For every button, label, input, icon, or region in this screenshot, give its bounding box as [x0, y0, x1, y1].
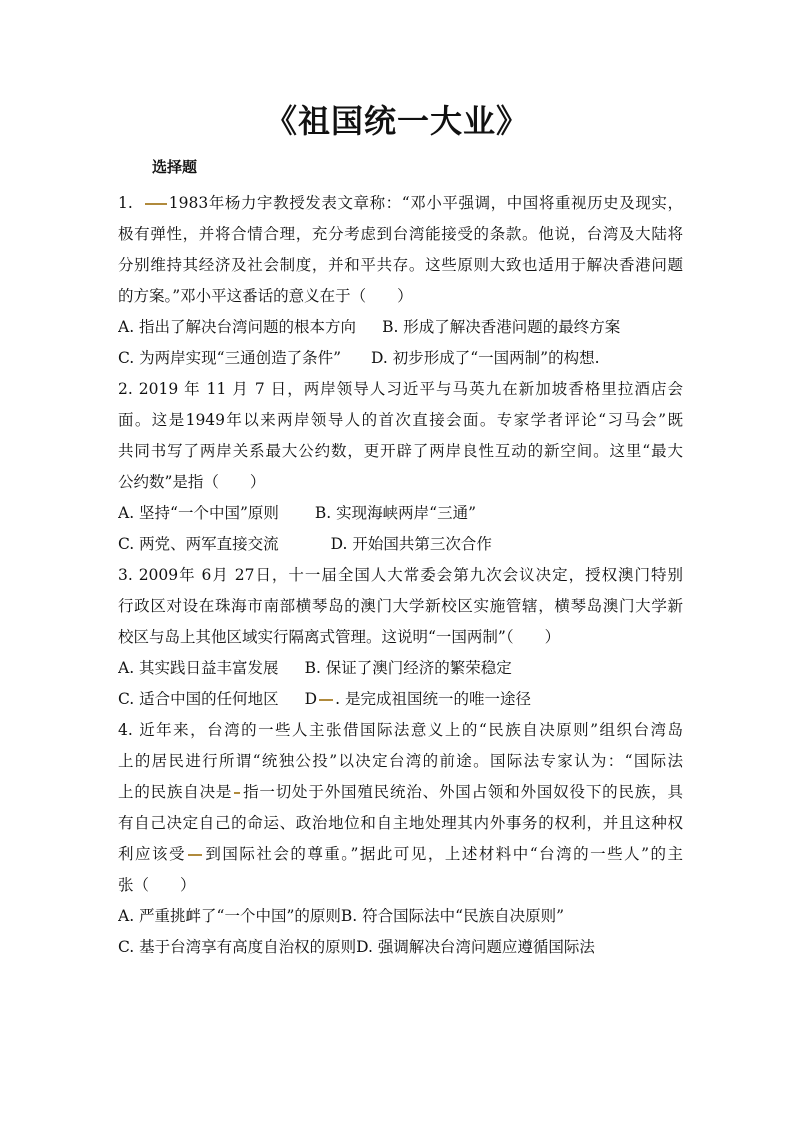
q1-line-2: 极有弹性，并将合情合理，充分考虑到台湾能接受的条款。他说，台湾及大陆将	[118, 225, 683, 243]
q2-line-4: 公约数”是指（ ）	[118, 473, 266, 491]
q3-option-c: C. 适合中国的任何地区	[118, 690, 279, 708]
page-title: 《祖国统一大业》	[264, 102, 529, 140]
q2-line-2: 面。这是1949年以来两岸领导人的首次直接会面。专家学者评论“习马会”既	[118, 411, 683, 429]
q1-option-d: D. 初步形成了“一国两制”的构想.	[371, 349, 600, 367]
q4-line-2: 上的居民进行所谓“统独公投”以决定台湾的前途。国际法专家认为：“国际法	[118, 752, 683, 770]
q3-option-a: A. 其实践日益丰富发展	[118, 659, 279, 677]
q4-line-5: 利应该受 到国际社会的尊重。”据此可见，上述材料中“台湾的一些人”的主	[118, 845, 683, 863]
q4-option-c: C. 基于台湾享有高度自治权的原则	[118, 938, 357, 956]
q1-options-cd	[118, 343, 683, 374]
q1-line-1: 1. 1983年杨力宇教授发表文章称：“邓小平强调，中国将重视历史及现实，	[118, 194, 683, 212]
section-heading: 选择题	[152, 158, 198, 176]
q3-options-ab	[118, 653, 683, 684]
q4-option-a: A. 严重挑衅了“一个中国”的原则	[118, 907, 341, 925]
q1-option-a: A. 指出了解决台湾问题的根本方向	[118, 318, 357, 336]
q2-line-1: 2. 2019 年 11 月 7 日，两岸领导人习近平与马英九在新加坡香格里拉酒店会	[118, 380, 683, 398]
mark-line	[188, 854, 202, 856]
q3-line-1: 3. 2009年 6月 27日，十一届全国人大常委会第九次会议决定，授权澳门特别	[118, 566, 683, 584]
q2-option-c: C. 两党、两军直接交流	[118, 535, 279, 553]
q1-option-b: B. 形成了解决香港问题的最终方案	[382, 318, 621, 336]
question-list	[118, 188, 683, 963]
q1-options-ab	[118, 312, 683, 343]
q3-option-d: . 是完成祖国统一的唯一途径	[335, 690, 531, 708]
q3-line-2: 行政区对设在珠海市南部横琴岛的澳门大学新校区实施管辖，横琴岛澳门大学新	[118, 597, 683, 615]
q2-option-d: D. 开始国共第三次合作	[330, 535, 492, 553]
q4-option-d: D. 强调解决台湾问题应遵循国际法	[356, 938, 595, 956]
q3-option-d-letter: D	[304, 690, 318, 708]
mark-line	[145, 203, 167, 205]
q4-line-4: 有自己决定自己的命运、政治地位和自主地处理其内外事务的权利，并且这种权	[118, 814, 683, 832]
q4-line-1: 4. 近年来，台湾的一些人主张借国际法意义上的“民族自决原则”组织台湾岛	[118, 721, 683, 739]
q2-line-3: 共同书写了两岸关系最大公约数，更开辟了两岸良性互动的新空间。这里“最大	[118, 442, 683, 460]
mark-line	[234, 792, 240, 794]
q2-option-b: B. 实现海峡两岸“三通”	[314, 504, 476, 522]
q2-option-a: A. 坚持“一个中国”原则	[118, 504, 279, 522]
q4-option-b: B. 符合国际法中“民族自决原则”	[340, 907, 564, 925]
q1-option-c: C. 为两岸实现“三通创造了条件”	[118, 349, 342, 367]
q3-option-b: B. 保证了澳门经济的繁荣稳定	[304, 659, 512, 677]
q3-options-cd	[118, 684, 683, 715]
q1-line-4: 的方案。”邓小平这番话的意义在于（ ）	[118, 287, 413, 305]
mark-line	[319, 699, 333, 701]
q1-line-3: 分别维持其经济及社会制度，并和平共存。这些原则大致也适用于解决香港问题	[118, 256, 683, 274]
q2-options-ab	[118, 498, 683, 529]
q4-line-6: 张（ ）	[118, 876, 196, 894]
q3-line-3: 校区与岛上其他区域实行隔离式管理。这说明“一国两制”（ ）	[118, 628, 561, 646]
q4-options-ab	[118, 901, 683, 932]
q2-options-cd	[118, 529, 683, 560]
q4-line-3: 上的民族自决是 指一切处于外国殖民统治、外国占领和外国奴役下的民族，具	[118, 783, 683, 801]
q4-options-cd	[118, 932, 683, 963]
